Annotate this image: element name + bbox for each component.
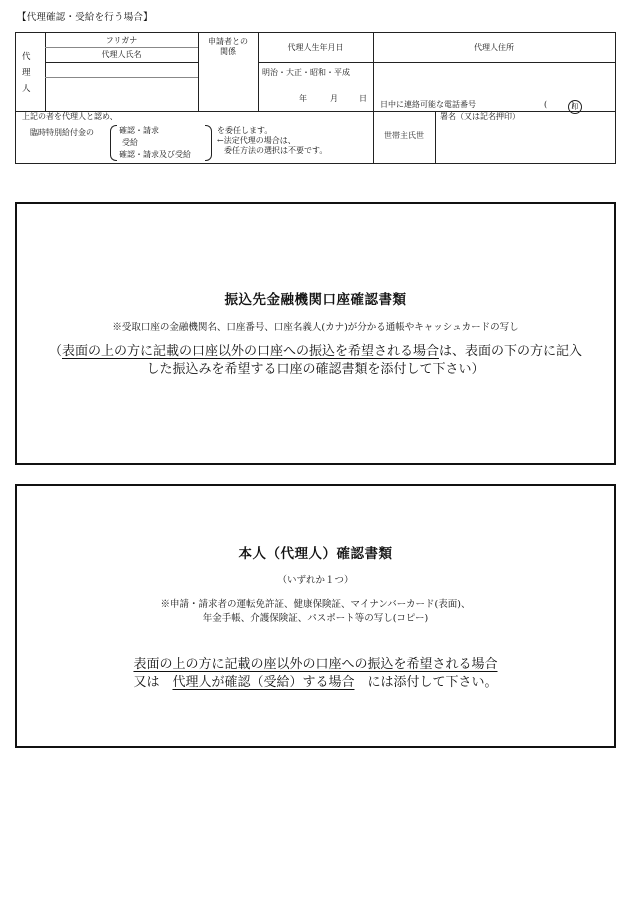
birth-year-label: 年 (299, 94, 307, 103)
bank-box-note: ※受取口座の金融機関名、口座番号、口座名義人(カナ)が分かる通帳やキャッシュカードの写し (112, 322, 519, 333)
benefit-label: 臨時特別給付金の (30, 128, 94, 137)
delegation-text: 上記の者を代理人と認め、 (22, 112, 118, 121)
right-brace (205, 125, 212, 161)
agent-label: 代 理 人 (22, 52, 31, 94)
identity-box-note-1: ※申請・請求者の運転免許証、健康保険証、マイナンバーカード(表面)、 (160, 599, 471, 610)
relation-field[interactable] (200, 64, 256, 109)
agent-name-label: 代理人氏名 (101, 50, 142, 59)
bank-account-doc-box (15, 202, 616, 465)
era-options[interactable]: 明治・大正・昭和・平成 (262, 68, 350, 77)
identity-box-note-2: 年金手帳、介護保険証、パスポート等の写し(コピー) (202, 613, 429, 624)
identity-box-instruction-2: 又は 代理人が確認（受給）する場合 には添付して下さい。 (133, 675, 498, 690)
delegation-options[interactable] (119, 125, 191, 161)
legal-agent-note: ←法定代理の場合は、 委任方法の選択は不要です。 (217, 136, 328, 155)
identity-box-instruction-1: 表面の上の方に記載の座以外の口座への振込を希望される場合 (133, 657, 498, 672)
furigana-label: フリガナ (105, 36, 138, 45)
entrust-text: を委任します。 (217, 126, 273, 135)
option-confirm-request-receive[interactable]: 確認・請求及び受給 (119, 150, 191, 159)
birth-month-label: 月 (330, 94, 338, 103)
bank-box-instruction-1: （表面の上の方に記載の口座以外の口座への振込を希望される場合は、表面の下の方に記入 (48, 344, 583, 359)
birthdate-header: 代理人生年月日 (287, 43, 344, 52)
signature-label: 署名（又は記名押印） (440, 112, 520, 121)
address-header: 代理人住所 (474, 43, 514, 52)
section-heading: 【代理確認・受給を行う場合】 (17, 12, 153, 23)
agent-info-table (15, 32, 616, 164)
phone-label: 日中に連絡可能な電話番号 (380, 100, 476, 109)
signature-field[interactable] (437, 125, 577, 161)
left-brace (110, 125, 117, 161)
identity-box-title: 本人（代理人）確認書類 (238, 546, 393, 562)
identity-box-subtitle: （いずれか１つ） (277, 575, 354, 586)
option-confirm-request[interactable]: 確認・請求 (119, 126, 159, 135)
bank-box-title: 振込先金融機関口座確認書類 (224, 292, 407, 308)
birth-day-label: 日 (359, 94, 367, 103)
household-head-label: 世帯主氏世 (384, 131, 424, 140)
agent-name-field[interactable] (47, 79, 197, 109)
address-field[interactable] (375, 64, 613, 98)
bank-box-instruction-2: した振込みを希望する口座の確認書類を添付して下さい） (146, 362, 485, 377)
phone-field[interactable]: ( ) (544, 100, 575, 109)
relation-label: 申請者との 関係 (208, 37, 248, 57)
identity-doc-box (15, 484, 616, 748)
seal-icon: 印 (568, 100, 582, 114)
option-receive[interactable]: 受給 (122, 138, 138, 147)
